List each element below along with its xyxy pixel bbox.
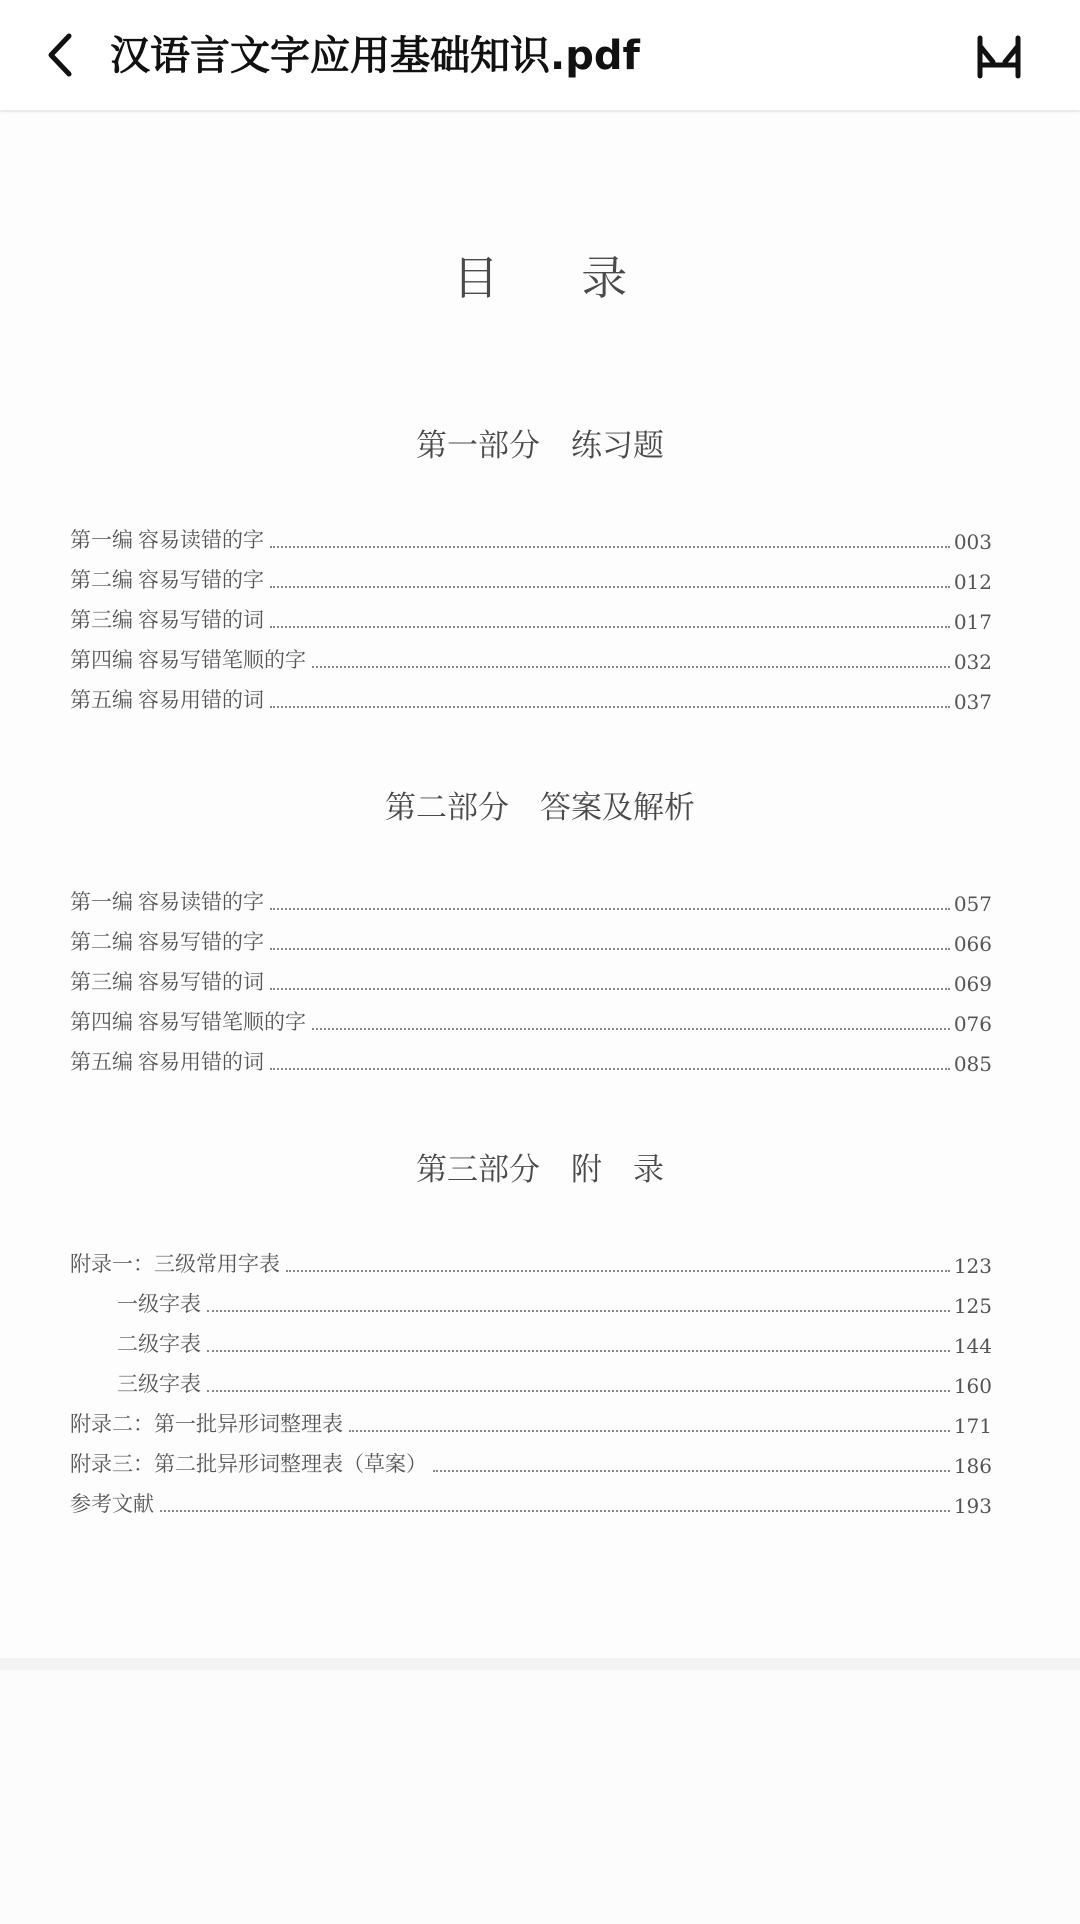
toc-entry-page: 125: [953, 1294, 992, 1318]
toc-entry-title: 容易用错的词: [138, 688, 264, 712]
toc-entry-title: 容易写错笔顺的字: [138, 648, 306, 672]
chevron-left-icon: [43, 30, 77, 80]
toc-entry-chapter: 第二编: [70, 930, 133, 954]
dot-leader: [270, 706, 950, 708]
dot-leader: [286, 1270, 950, 1272]
toc-entry-chapter: 第三编: [70, 608, 133, 632]
toc-entry-page: 186: [953, 1454, 992, 1478]
document-title: 汉语言文字应用基础知识.pdf: [110, 33, 640, 79]
toc-entry-chapter: 第一编: [70, 528, 133, 552]
toc-entry-chapter: 第一编: [70, 890, 133, 914]
dot-leader: [433, 1470, 950, 1472]
toc-entry-page: 003: [953, 530, 992, 554]
toc-entry[interactable]: [70, 642, 992, 674]
toc-entry-title: 一级字表: [117, 1292, 201, 1316]
toc-entry-title: 三级字表: [117, 1372, 201, 1396]
toc-entry-title: 附录三：第二批异形词整理表（草案）: [70, 1452, 427, 1476]
part2-heading: 第二部分 答案及解析: [385, 790, 695, 826]
toc-entry[interactable]: [70, 1406, 992, 1438]
toc-entry-page: 066: [953, 932, 992, 956]
toc-entry-title: 附录一：三级常用字表: [70, 1252, 280, 1276]
toc-entry-chapter: 第四编: [70, 648, 133, 672]
toc-entry-page: 193: [953, 1494, 992, 1518]
toc-entry-chapter: 第四编: [70, 1010, 133, 1034]
dot-leader: [160, 1510, 950, 1512]
toc-entry-title: 附录二：第一批异形词整理表: [70, 1412, 343, 1436]
toc-entry[interactable]: [70, 1486, 992, 1518]
dot-leader: [270, 586, 950, 588]
toc-entry-page: 144: [953, 1334, 992, 1358]
back-button[interactable]: [30, 22, 90, 88]
dot-leader: [270, 546, 950, 548]
toc-entry-chapter: 第五编: [70, 1050, 133, 1074]
toc-title: 目 录: [452, 251, 662, 305]
dot-leader: [207, 1390, 950, 1392]
toc-entry-page: 017: [953, 610, 992, 634]
part3-heading: 第三部分 附 录: [416, 1152, 664, 1188]
reader-menu-icon: [975, 34, 1023, 80]
toc-entry[interactable]: [117, 1326, 992, 1358]
toc-entry[interactable]: [117, 1286, 992, 1318]
toc-entry-chapter: 第三编: [70, 970, 133, 994]
dot-leader: [270, 626, 950, 628]
toc-entry-title: 容易写错的字: [138, 568, 264, 592]
dot-leader: [270, 988, 950, 990]
dot-leader: [207, 1350, 950, 1352]
toc-entry[interactable]: [70, 682, 992, 714]
toc-entry-chapter: 第五编: [70, 688, 133, 712]
toc-entry[interactable]: [70, 1246, 992, 1278]
dot-leader: [312, 666, 950, 668]
dot-leader: [312, 1028, 950, 1030]
toc-entry[interactable]: [70, 602, 992, 634]
toc-entry-title: 容易写错的词: [138, 608, 264, 632]
toc-entry[interactable]: [70, 964, 992, 996]
toc-entry-page: 012: [953, 570, 992, 594]
toc-entry-chapter: 第二编: [70, 568, 133, 592]
dot-leader: [270, 908, 950, 910]
dot-leader: [270, 948, 950, 950]
dot-leader: [349, 1430, 950, 1432]
toc-entry-title: 容易用错的词: [138, 1050, 264, 1074]
toc-entry-title: 容易写错笔顺的字: [138, 1010, 306, 1034]
dot-leader: [207, 1310, 950, 1312]
toc-entry[interactable]: [70, 1004, 992, 1036]
reader-menu-button[interactable]: [966, 26, 1032, 88]
toc-entry-title: 容易读错的字: [138, 528, 264, 552]
toc-entry-page: 085: [953, 1052, 992, 1076]
toc-entry-page: 057: [953, 892, 992, 916]
dot-leader: [270, 1068, 950, 1070]
toc-entry[interactable]: [70, 1446, 992, 1478]
toc-entry-page: 032: [953, 650, 992, 674]
toc-entry[interactable]: [70, 522, 992, 554]
top-bar: [0, 0, 1080, 110]
toc-entry-page: 069: [953, 972, 992, 996]
toc-entry[interactable]: [70, 884, 992, 916]
toc-entry-page: 171: [953, 1414, 992, 1438]
toc-entry[interactable]: [70, 924, 992, 956]
toc-entry-page: 076: [953, 1012, 992, 1036]
toc-entry-title: 容易写错的词: [138, 970, 264, 994]
toc-entry-title: 参考文献: [70, 1492, 154, 1516]
toc-entry[interactable]: [70, 1044, 992, 1076]
toc-entry-page: 037: [953, 690, 992, 714]
pdf-page[interactable]: [0, 112, 1080, 1658]
toc-entry-page: 123: [953, 1254, 992, 1278]
toc-entry-title: 二级字表: [117, 1332, 201, 1356]
toc-entry[interactable]: [117, 1366, 992, 1398]
pdf-page-next[interactable]: [0, 1670, 1080, 1924]
part1-heading: 第一部分 练习题: [416, 428, 664, 464]
toc-entry-page: 160: [953, 1374, 992, 1398]
toc-entry-title: 容易写错的字: [138, 930, 264, 954]
toc-entry-title: 容易读错的字: [138, 890, 264, 914]
toc-entry[interactable]: [70, 562, 992, 594]
